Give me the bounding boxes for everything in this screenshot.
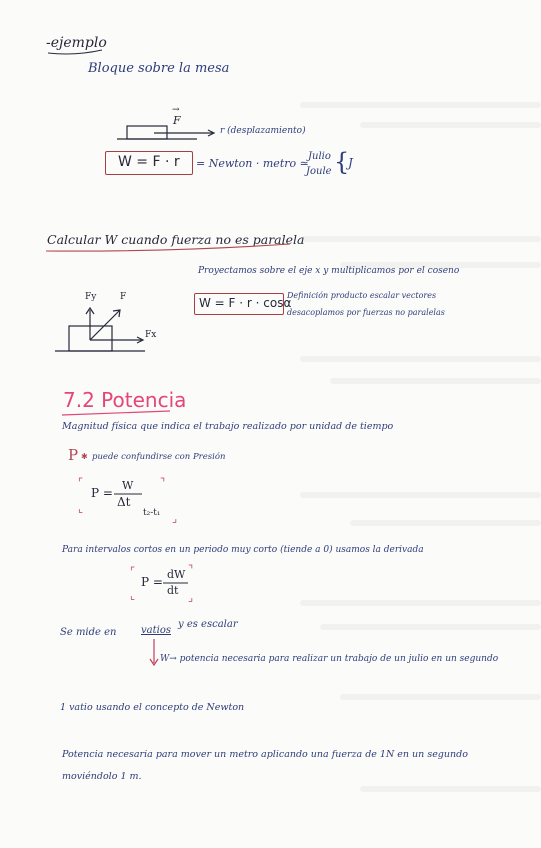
p-formula-den: Δt [117,495,131,509]
block-title: Bloque sobre la mesa [88,61,230,76]
unit-julio: Julio [308,151,331,162]
force-arrow-icon: → [172,105,180,115]
fy-label: Fy [85,292,97,302]
deriv-num: dW [167,568,186,581]
bracket-tr: ⌝ [160,476,166,489]
cos-note-1: Definición producto escalar vectores [287,291,437,300]
p-formula-lhs: P = [91,486,113,500]
deriv-den: dt [167,584,179,597]
fx-label: Fx [145,330,157,340]
short-interval-note: Para intervalos cortos en un periodo muy corto (tiende a 0) usamos la derivada [62,545,424,555]
work-formula: W = F · r [118,154,180,170]
projection-note: Proyectamos sobre el eje x y multiplicamos por el coseno [198,266,460,276]
bracket2-tr: ⌝ [188,563,194,576]
example-heading: -ejemplo [46,35,107,51]
section-title: 7.2 Potencia [63,388,187,412]
calc-heading: Calcular W cuando fuerza no es paralela [47,232,305,247]
f-label: F [120,292,127,302]
final-line-1: Potencia necesaria para mover un metro aplicando una fuerza de 1N en un segundo [62,749,468,760]
cos-note-2: desacoplamos por fuerzas no paralelas [287,308,445,317]
unit-symbol: J [348,156,353,170]
final-line-2: moviéndolo 1 m. [62,771,142,782]
units-suffix: y es escalar [178,619,238,630]
brace-icon: { [334,148,350,176]
newton-line: 1 vatio usando el concepto de Newton [60,702,245,713]
w-definition: W→ potencia necesaria para realizar un trabajo de un julio en un segundo [160,654,499,664]
star-icon: ✱ [81,452,88,461]
p-symbol: P [68,446,79,464]
work-units: = Newton · metro ≃ [196,157,309,170]
delta-note: t₂-t₁ [143,508,161,518]
units-unit: vatios [141,625,171,636]
bracket-br: ⌟ [172,512,178,525]
bracket-tl: ⌜ [78,476,84,489]
p-formula-num: W [122,479,134,492]
p-note-text: puede confundirse con Presión [92,452,226,462]
deriv-lhs: P = [141,575,163,589]
bracket2-bl: ⌞ [130,589,136,602]
units-prefix: Se mide en [60,627,117,638]
bracket-bl: ⌞ [78,502,84,515]
displacement-label: r (desplazamiento) [220,126,306,136]
potencia-definition: Magnitud física que indica el trabajo realizado por unidad de tiempo [62,421,394,432]
bracket2-br: ⌟ [188,591,194,604]
force-label-f: F [173,114,181,127]
bracket2-tl: ⌜ [130,565,136,578]
unit-joule: Joule [306,166,332,177]
cos-formula: W = F · r · cosα [199,296,292,310]
